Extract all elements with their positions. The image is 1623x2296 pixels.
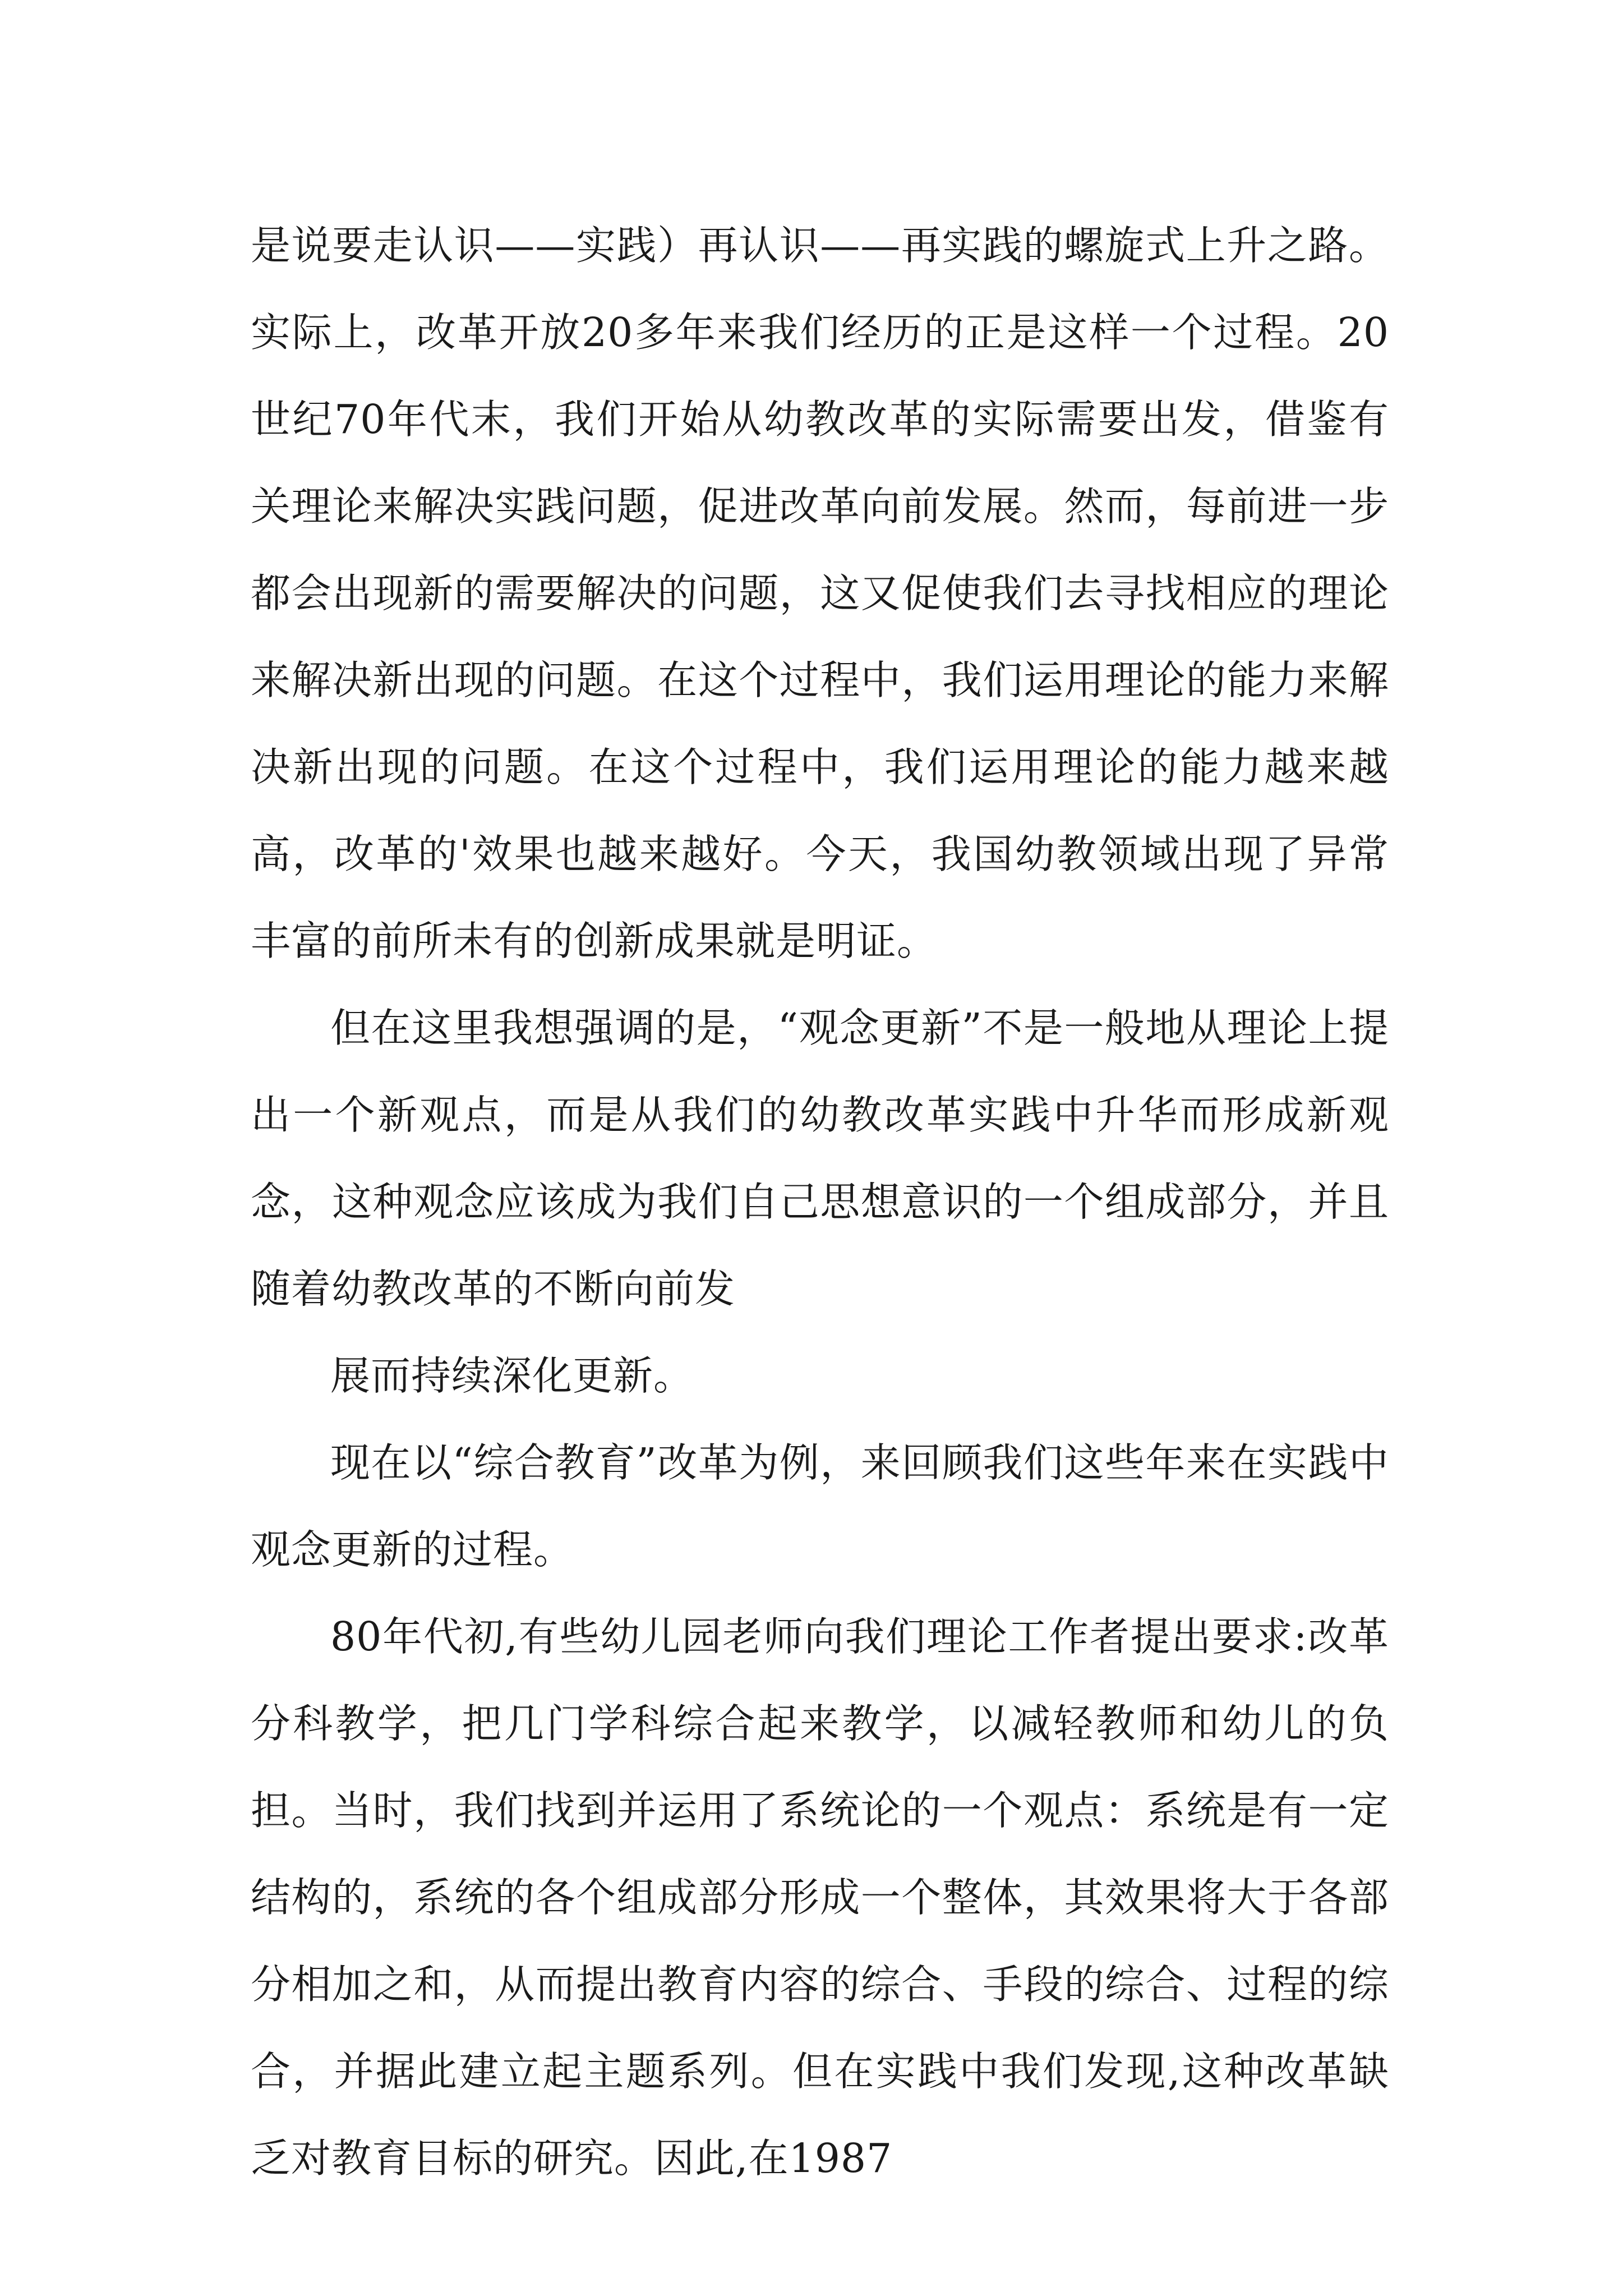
paragraph-1: 是说要走认识——实践）再认识——再实践的螺旋式上升之路。实际上，改革开放20多年来我们经历的正是这样一个过程。20世纪70年代末，我们开始从幼教改革的实际需要出发，借鉴有关理论来解决实践问题，促进改革向前发展。然而，每前进一步都会出现新的需要解决的问题，这又促使我们去寻找相应的理论来解决新出现的问题。在这个过程中，我们运用理论的能力来解决新出现的问题。在这个过程中，我们运用理论的能力越来越高，改革的'效果也越来越好。今天，我国幼教领域出现了异常丰富的前所未有的创新成果就是明证。 bbox=[251, 222, 1389, 964]
paragraph-2: 但在这里我想强调的是，“观念更新”不是一般地从理论上提出一个新观点，而是从我们的幼教改革实践中升华而形成新观念，这种观念应该成为我们自己思想意识的一个组成部分，并且随着幼教改革的不断向前发 bbox=[251, 1005, 1389, 1312]
paragraph-3: 展而持续深化更新。 bbox=[330, 1352, 694, 1399]
paragraph-5: 80年代初,有些幼儿园老师向我们理论工作者提出要求:改革分科教学，把几门学科综合起来教学，以减轻教师和幼儿的负担。当时，我们找到并运用了系统论的一个观点：系统是有一定结构的，系统的各个组成部分形成一个整体，其效果将大于各部分相加之和，从而提出教育内容的综合、手段的综合、过程的综合，并据此建立起主题系列。但在实践中我们发现,这种改革缺乏对教育目标的研究。因此,在1987 bbox=[251, 1613, 1389, 2182]
paragraph-4: 现在以“综合教育”改革为例，来回顾我们这些年来在实践中观念更新的过程。 bbox=[251, 1439, 1389, 1573]
document-body bbox=[251, 202, 1389, 2202]
